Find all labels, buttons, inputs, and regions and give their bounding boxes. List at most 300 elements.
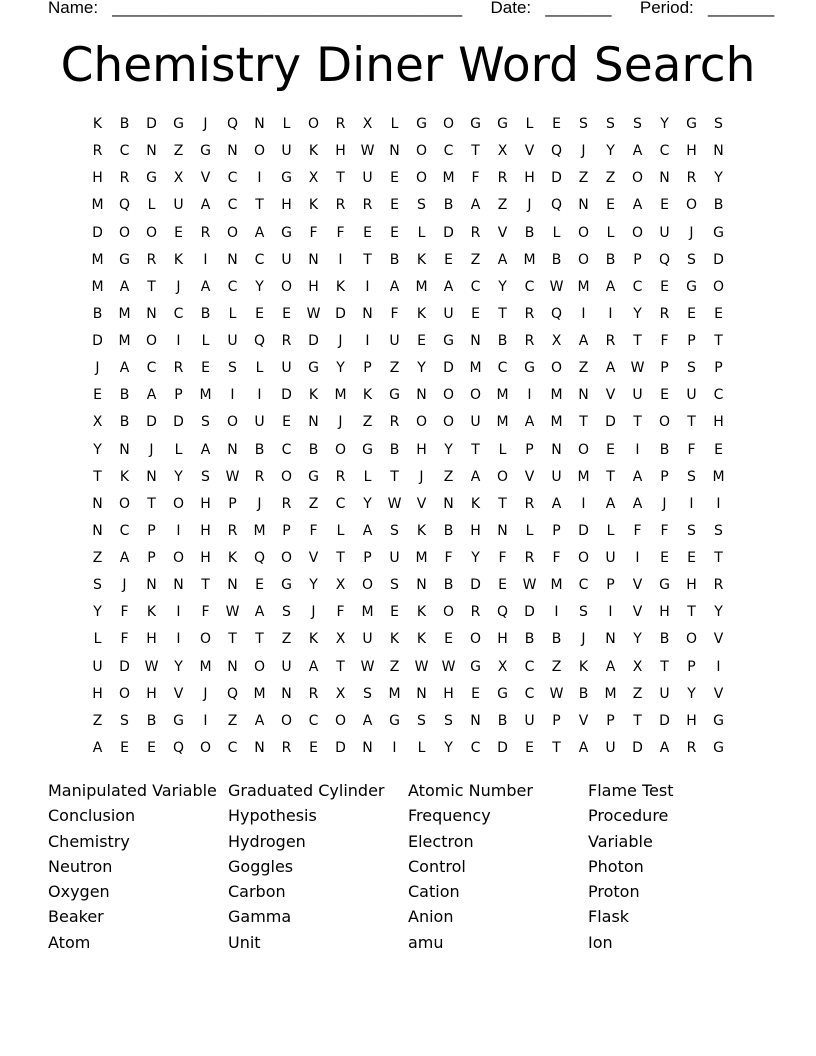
grid-letter[interactable]: N: [470, 712, 481, 729]
grid-letter[interactable]: M: [199, 658, 212, 675]
grid-letter[interactable]: N: [416, 685, 427, 702]
grid-letter[interactable]: R: [254, 468, 265, 485]
grid-letter[interactable]: N: [227, 577, 238, 594]
grid-letter[interactable]: J: [95, 360, 100, 377]
grid-letter[interactable]: T: [498, 305, 507, 322]
grid-letter[interactable]: V: [524, 468, 535, 485]
grid-letter[interactable]: L: [228, 305, 237, 322]
grid-letter[interactable]: L: [255, 360, 264, 377]
grid-letter[interactable]: I: [581, 495, 586, 512]
grid-letter[interactable]: A: [389, 278, 400, 295]
grid-letter[interactable]: A: [200, 278, 211, 295]
grid-letter[interactable]: L: [93, 631, 102, 648]
grid-letter[interactable]: Q: [226, 685, 239, 702]
grid-letter[interactable]: G: [281, 170, 292, 187]
grid-letter[interactable]: N: [146, 577, 157, 594]
grid-letter[interactable]: A: [200, 441, 211, 458]
grid-letter[interactable]: M: [334, 387, 347, 404]
grid-letter[interactable]: H: [524, 170, 535, 187]
grid-letter[interactable]: Y: [255, 278, 264, 295]
grid-letter[interactable]: C: [524, 658, 535, 675]
grid-letter[interactable]: P: [606, 577, 615, 594]
grid-letter[interactable]: S: [606, 116, 615, 132]
grid-letter[interactable]: Y: [336, 360, 345, 377]
grid-letter[interactable]: N: [92, 495, 103, 512]
grid-letter[interactable]: S: [714, 116, 723, 132]
grid-letter[interactable]: C: [146, 360, 157, 377]
grid-letter[interactable]: L: [525, 522, 534, 539]
grid-letter[interactable]: L: [417, 739, 426, 756]
grid-letter[interactable]: F: [201, 604, 210, 621]
grid-letter[interactable]: K: [389, 631, 400, 648]
grid-letter[interactable]: O: [658, 414, 671, 431]
grid-letter[interactable]: E: [714, 441, 723, 458]
grid-letter[interactable]: T: [471, 441, 480, 458]
grid-letter[interactable]: F: [336, 224, 345, 241]
grid-letter[interactable]: O: [577, 550, 590, 566]
grid-letter[interactable]: T: [147, 495, 156, 512]
grid-letter[interactable]: T: [633, 333, 642, 349]
grid-letter[interactable]: M: [442, 170, 455, 187]
grid-letter[interactable]: M: [118, 305, 131, 322]
grid-letter[interactable]: V: [713, 631, 724, 648]
grid-letter[interactable]: E: [174, 224, 183, 241]
grid-letter[interactable]: R: [389, 414, 400, 431]
grid-letter[interactable]: Q: [226, 116, 239, 132]
grid-letter[interactable]: L: [390, 116, 399, 132]
grid-letter[interactable]: W: [387, 495, 402, 512]
grid-letter[interactable]: O: [442, 604, 455, 621]
grid-letter[interactable]: I: [716, 658, 721, 675]
grid-letter[interactable]: R: [686, 739, 697, 756]
grid-letter[interactable]: G: [308, 468, 319, 485]
grid-letter[interactable]: A: [362, 712, 373, 729]
grid-letter[interactable]: M: [550, 414, 563, 431]
grid-letter[interactable]: Y: [174, 468, 183, 485]
grid-letter[interactable]: N: [254, 116, 265, 132]
grid-letter[interactable]: C: [524, 278, 535, 295]
grid-letter[interactable]: R: [227, 522, 238, 539]
grid-letter[interactable]: O: [550, 360, 563, 377]
grid-letter[interactable]: U: [281, 658, 292, 675]
grid-letter[interactable]: G: [497, 685, 508, 702]
grid-letter[interactable]: L: [498, 441, 507, 458]
grid-letter[interactable]: G: [659, 577, 670, 594]
grid-letter[interactable]: O: [334, 712, 347, 729]
grid-letter[interactable]: Y: [660, 116, 669, 132]
grid-letter[interactable]: C: [524, 685, 535, 702]
grid-letter[interactable]: I: [716, 495, 721, 512]
grid-letter[interactable]: O: [172, 495, 185, 512]
grid-letter[interactable]: O: [226, 224, 239, 241]
grid-letter[interactable]: C: [335, 495, 346, 512]
grid-letter[interactable]: J: [149, 441, 154, 458]
grid-letter[interactable]: E: [93, 387, 102, 404]
grid-letter[interactable]: W: [549, 278, 564, 295]
grid-letter[interactable]: O: [442, 387, 455, 404]
grid-letter[interactable]: R: [659, 305, 670, 322]
grid-letter[interactable]: Z: [605, 170, 616, 187]
grid-letter[interactable]: M: [415, 550, 428, 566]
grid-letter[interactable]: M: [577, 468, 590, 485]
grid-letter[interactable]: A: [200, 197, 211, 214]
grid-letter[interactable]: C: [497, 360, 508, 377]
grid-letter[interactable]: I: [203, 712, 208, 729]
grid-letter[interactable]: J: [338, 414, 343, 431]
grid-letter[interactable]: T: [336, 658, 345, 675]
grid-letter[interactable]: O: [145, 333, 158, 349]
grid-letter[interactable]: D: [713, 251, 724, 268]
grid-letter[interactable]: W: [360, 658, 375, 675]
grid-letter[interactable]: D: [119, 658, 130, 675]
grid-letter[interactable]: D: [605, 414, 616, 431]
grid-letter[interactable]: H: [308, 278, 319, 295]
grid-letter[interactable]: Z: [92, 550, 103, 566]
grid-letter[interactable]: L: [363, 468, 372, 485]
grid-letter[interactable]: O: [226, 414, 239, 431]
grid-letter[interactable]: R: [146, 251, 157, 268]
grid-letter[interactable]: Z: [389, 360, 400, 377]
grid-letter[interactable]: E: [390, 197, 399, 214]
grid-letter[interactable]: S: [417, 712, 426, 729]
grid-letter[interactable]: M: [361, 604, 374, 621]
grid-letter[interactable]: X: [92, 414, 103, 431]
grid-letter[interactable]: N: [281, 685, 292, 702]
grid-letter[interactable]: Y: [687, 685, 696, 702]
grid-letter[interactable]: O: [685, 197, 698, 214]
grid-letter[interactable]: D: [335, 305, 346, 322]
grid-letter[interactable]: X: [497, 658, 508, 675]
name-blank[interactable]: _____________________________________: [112, 0, 463, 17]
grid-letter[interactable]: R: [335, 116, 346, 132]
grid-letter[interactable]: T: [552, 739, 561, 756]
grid-letter[interactable]: I: [257, 387, 262, 404]
grid-letter[interactable]: U: [470, 414, 481, 431]
grid-letter[interactable]: P: [363, 550, 372, 566]
grid-letter[interactable]: H: [497, 631, 508, 648]
grid-letter[interactable]: I: [635, 550, 640, 566]
grid-letter[interactable]: C: [254, 251, 265, 268]
grid-letter[interactable]: N: [362, 739, 373, 756]
grid-letter[interactable]: E: [660, 387, 669, 404]
grid-letter[interactable]: C: [119, 143, 130, 160]
grid-letter[interactable]: N: [443, 495, 454, 512]
grid-letter[interactable]: A: [524, 414, 535, 431]
grid-letter[interactable]: Z: [551, 658, 562, 675]
grid-letter[interactable]: U: [686, 387, 697, 404]
grid-letter[interactable]: N: [308, 414, 319, 431]
grid-letter[interactable]: B: [578, 685, 589, 702]
grid-letter[interactable]: B: [524, 224, 535, 241]
grid-letter[interactable]: D: [173, 414, 184, 431]
grid-letter[interactable]: T: [687, 414, 696, 431]
grid-letter[interactable]: G: [416, 116, 427, 132]
grid-letter[interactable]: T: [228, 631, 237, 648]
grid-letter[interactable]: T: [201, 577, 210, 594]
grid-letter[interactable]: L: [201, 333, 210, 349]
grid-letter[interactable]: F: [687, 441, 696, 458]
grid-letter[interactable]: H: [686, 143, 697, 160]
grid-letter[interactable]: X: [335, 685, 346, 702]
grid-letter[interactable]: A: [632, 468, 643, 485]
grid-letter[interactable]: Q: [253, 333, 266, 349]
grid-letter[interactable]: G: [362, 441, 373, 458]
grid-letter[interactable]: H: [200, 522, 211, 539]
grid-letter[interactable]: W: [441, 658, 456, 675]
grid-letter[interactable]: N: [227, 251, 238, 268]
grid-letter[interactable]: R: [308, 685, 319, 702]
grid-letter[interactable]: Z: [632, 685, 643, 702]
grid-letter[interactable]: B: [524, 631, 535, 648]
grid-letter[interactable]: N: [92, 522, 103, 539]
grid-letter[interactable]: N: [659, 170, 670, 187]
grid-letter[interactable]: O: [631, 224, 644, 241]
grid-letter[interactable]: Y: [714, 604, 723, 621]
grid-letter[interactable]: S: [579, 604, 588, 621]
grid-letter[interactable]: B: [659, 441, 670, 458]
grid-letter[interactable]: Y: [471, 550, 480, 566]
grid-letter[interactable]: B: [146, 712, 157, 729]
grid-letter[interactable]: H: [713, 414, 724, 431]
grid-letter[interactable]: V: [524, 143, 535, 160]
grid-letter[interactable]: F: [444, 550, 453, 566]
grid-letter[interactable]: H: [146, 685, 157, 702]
grid-letter[interactable]: T: [336, 170, 345, 187]
grid-letter[interactable]: N: [227, 658, 238, 675]
grid-letter[interactable]: A: [443, 278, 454, 295]
grid-letter[interactable]: H: [470, 522, 481, 539]
grid-letter[interactable]: J: [203, 116, 208, 132]
grid-letter[interactable]: L: [606, 224, 615, 241]
grid-letter[interactable]: H: [200, 495, 211, 512]
grid-letter[interactable]: E: [147, 739, 156, 756]
grid-letter[interactable]: I: [527, 387, 532, 404]
grid-letter[interactable]: W: [522, 577, 537, 594]
grid-letter[interactable]: F: [660, 522, 669, 539]
grid-letter[interactable]: K: [470, 495, 481, 512]
grid-letter[interactable]: M: [199, 387, 212, 404]
grid-letter[interactable]: O: [415, 414, 428, 431]
grid-letter[interactable]: O: [280, 550, 293, 566]
grid-letter[interactable]: M: [712, 468, 725, 485]
grid-letter[interactable]: B: [605, 251, 616, 268]
grid-letter[interactable]: T: [336, 550, 345, 566]
grid-letter[interactable]: G: [686, 278, 697, 295]
grid-letter[interactable]: C: [443, 143, 454, 160]
grid-letter[interactable]: H: [686, 577, 697, 594]
grid-letter[interactable]: T: [390, 468, 399, 485]
grid-letter[interactable]: A: [605, 658, 616, 675]
grid-letter[interactable]: C: [713, 387, 724, 404]
grid-letter[interactable]: H: [335, 143, 346, 160]
grid-letter[interactable]: E: [390, 604, 399, 621]
grid-letter[interactable]: E: [255, 577, 264, 594]
grid-letter[interactable]: C: [227, 739, 238, 756]
grid-letter[interactable]: C: [227, 170, 238, 187]
grid-letter[interactable]: R: [281, 333, 292, 349]
grid-letter[interactable]: D: [335, 739, 346, 756]
grid-letter[interactable]: G: [119, 251, 130, 268]
grid-letter[interactable]: L: [417, 224, 426, 241]
grid-letter[interactable]: M: [577, 278, 590, 295]
grid-letter[interactable]: F: [120, 604, 129, 621]
grid-letter[interactable]: L: [147, 197, 156, 214]
grid-letter[interactable]: Y: [606, 143, 615, 160]
grid-letter[interactable]: E: [687, 305, 696, 322]
grid-letter[interactable]: G: [713, 224, 724, 241]
grid-letter[interactable]: A: [551, 495, 562, 512]
grid-letter[interactable]: X: [335, 577, 346, 594]
grid-letter[interactable]: N: [389, 143, 400, 160]
grid-letter[interactable]: E: [444, 251, 453, 268]
grid-letter[interactable]: E: [282, 305, 291, 322]
grid-letter[interactable]: X: [335, 631, 346, 648]
grid-letter[interactable]: U: [362, 631, 373, 648]
grid-letter[interactable]: S: [417, 197, 426, 214]
grid-letter[interactable]: B: [389, 251, 400, 268]
grid-letter[interactable]: U: [254, 414, 265, 431]
grid-letter[interactable]: E: [606, 441, 615, 458]
grid-letter[interactable]: F: [390, 305, 399, 322]
grid-letter[interactable]: U: [659, 224, 670, 241]
grid-letter[interactable]: I: [257, 170, 262, 187]
grid-letter[interactable]: E: [390, 170, 399, 187]
grid-letter[interactable]: Y: [417, 360, 426, 377]
grid-letter[interactable]: O: [118, 685, 131, 702]
grid-letter[interactable]: O: [442, 414, 455, 431]
grid-letter[interactable]: O: [334, 441, 347, 458]
grid-letter[interactable]: X: [173, 170, 184, 187]
grid-letter[interactable]: G: [497, 116, 508, 132]
grid-letter[interactable]: S: [687, 468, 696, 485]
grid-letter[interactable]: Y: [714, 170, 723, 187]
grid-letter[interactable]: A: [497, 251, 508, 268]
grid-letter[interactable]: D: [281, 387, 292, 404]
grid-letter[interactable]: R: [524, 305, 535, 322]
grid-letter[interactable]: N: [416, 577, 427, 594]
grid-letter[interactable]: H: [92, 685, 103, 702]
grid-letter[interactable]: R: [524, 550, 535, 566]
grid-letter[interactable]: F: [498, 550, 507, 566]
grid-letter[interactable]: J: [122, 577, 127, 594]
grid-letter[interactable]: S: [363, 685, 372, 702]
grid-letter[interactable]: G: [686, 116, 697, 132]
grid-letter[interactable]: N: [308, 251, 319, 268]
grid-letter[interactable]: D: [146, 116, 157, 132]
grid-letter[interactable]: N: [119, 441, 130, 458]
grid-letter[interactable]: I: [554, 604, 559, 621]
period-blank[interactable]: _______: [707, 0, 775, 17]
grid-letter[interactable]: B: [443, 577, 454, 594]
grid-letter[interactable]: O: [280, 468, 293, 485]
grid-letter[interactable]: O: [712, 278, 725, 295]
grid-letter[interactable]: Z: [362, 414, 373, 431]
grid-letter[interactable]: A: [92, 739, 103, 756]
grid-letter[interactable]: M: [604, 685, 617, 702]
grid-letter[interactable]: T: [606, 468, 615, 485]
grid-letter[interactable]: T: [147, 278, 156, 295]
grid-letter[interactable]: J: [257, 495, 262, 512]
grid-letter[interactable]: S: [687, 251, 696, 268]
grid-letter[interactable]: F: [471, 170, 480, 187]
grid-letter[interactable]: U: [281, 251, 292, 268]
grid-letter[interactable]: N: [497, 522, 508, 539]
grid-letter[interactable]: T: [687, 604, 696, 621]
grid-letter[interactable]: D: [497, 739, 508, 756]
grid-letter[interactable]: E: [444, 631, 453, 648]
grid-letter[interactable]: Y: [93, 604, 102, 621]
grid-letter[interactable]: N: [362, 305, 373, 322]
grid-letter[interactable]: S: [390, 522, 399, 539]
grid-letter[interactable]: B: [119, 387, 130, 404]
grid-letter[interactable]: F: [309, 224, 318, 241]
grid-letter[interactable]: B: [119, 414, 130, 431]
grid-letter[interactable]: V: [578, 712, 589, 729]
grid-letter[interactable]: O: [253, 143, 266, 160]
grid-letter[interactable]: N: [605, 631, 616, 648]
grid-letter[interactable]: O: [496, 468, 509, 485]
grid-letter[interactable]: Z: [173, 143, 184, 160]
grid-letter[interactable]: D: [308, 333, 319, 349]
grid-letter[interactable]: T: [579, 414, 588, 431]
grid-letter[interactable]: Z: [497, 197, 508, 214]
grid-letter[interactable]: K: [119, 468, 130, 485]
grid-letter[interactable]: W: [306, 305, 321, 322]
grid-letter[interactable]: U: [281, 360, 292, 377]
grid-letter[interactable]: B: [308, 441, 319, 458]
grid-letter[interactable]: V: [308, 550, 319, 566]
grid-letter[interactable]: R: [470, 604, 481, 621]
grid-letter[interactable]: V: [200, 170, 211, 187]
grid-letter[interactable]: I: [365, 333, 370, 349]
grid-letter[interactable]: Z: [308, 495, 319, 512]
grid-letter[interactable]: S: [201, 414, 210, 431]
grid-letter[interactable]: T: [255, 631, 264, 648]
grid-letter[interactable]: M: [91, 278, 104, 295]
grid-letter[interactable]: R: [605, 333, 616, 349]
grid-letter[interactable]: D: [146, 414, 157, 431]
grid-letter[interactable]: A: [254, 224, 265, 241]
grid-letter[interactable]: D: [659, 712, 670, 729]
grid-letter[interactable]: R: [173, 360, 184, 377]
grid-letter[interactable]: G: [443, 333, 454, 349]
grid-letter[interactable]: F: [660, 333, 669, 349]
grid-letter[interactable]: B: [119, 116, 130, 132]
grid-letter[interactable]: Y: [444, 441, 453, 458]
grid-letter[interactable]: K: [335, 278, 346, 295]
grid-letter[interactable]: N: [227, 441, 238, 458]
grid-letter[interactable]: M: [469, 360, 482, 377]
grid-letter[interactable]: E: [498, 577, 507, 594]
grid-letter[interactable]: W: [549, 685, 564, 702]
grid-letter[interactable]: L: [282, 116, 291, 132]
grid-letter[interactable]: N: [227, 143, 238, 160]
grid-letter[interactable]: H: [659, 604, 670, 621]
grid-letter[interactable]: K: [92, 116, 103, 132]
grid-letter[interactable]: N: [146, 143, 157, 160]
grid-letter[interactable]: G: [389, 712, 400, 729]
grid-letter[interactable]: G: [173, 712, 184, 729]
grid-letter[interactable]: K: [308, 631, 319, 648]
grid-letter[interactable]: R: [335, 197, 346, 214]
grid-letter[interactable]: H: [200, 550, 211, 566]
grid-letter[interactable]: K: [416, 631, 427, 648]
grid-letter[interactable]: C: [119, 522, 130, 539]
grid-letter[interactable]: I: [689, 495, 694, 512]
grid-letter[interactable]: R: [713, 577, 724, 594]
grid-letter[interactable]: K: [146, 604, 157, 621]
grid-letter[interactable]: T: [714, 550, 723, 566]
